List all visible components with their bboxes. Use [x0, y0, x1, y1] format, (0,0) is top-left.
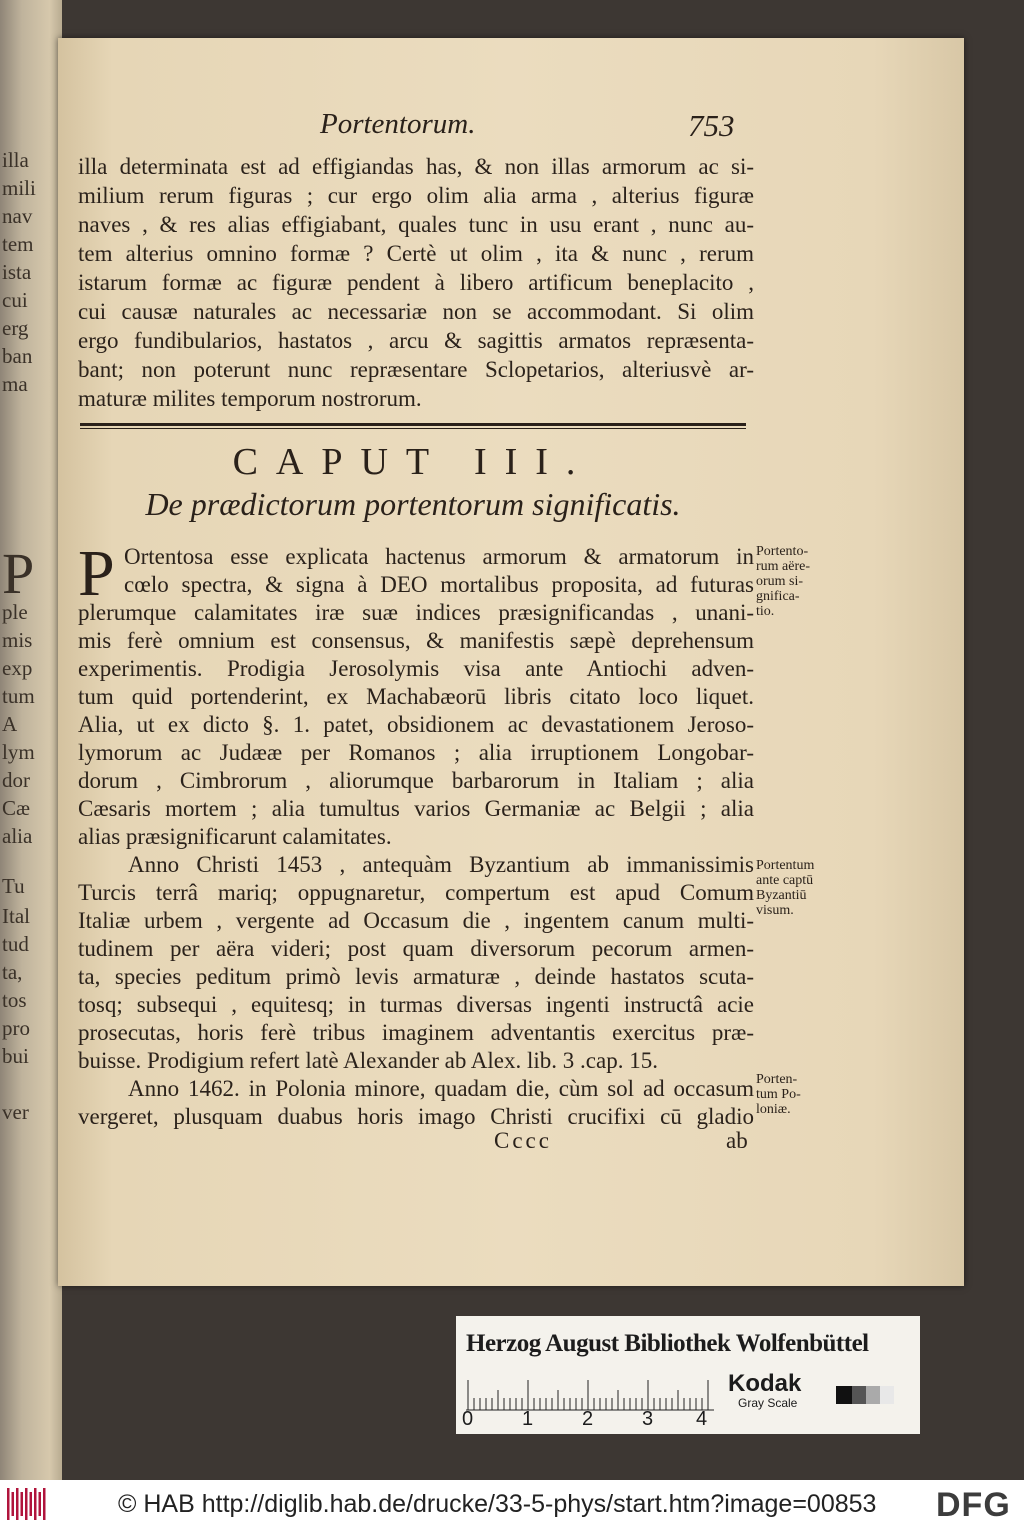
margin-note-line: rum aëre- [756, 559, 811, 574]
facing-fragment: A [2, 712, 18, 736]
margin-note [756, 1072, 856, 1117]
scale-number: 1 [522, 1408, 534, 1430]
text-line: illa determinata est ad effigiandas has, & non illas armorum ac si- [78, 154, 754, 179]
text-line: Anno Christi 1453 , antequàm Byzantium ab immanissimis [128, 852, 754, 877]
margin-note-line: visum. [756, 903, 794, 918]
facing-fragment: erg [2, 316, 29, 340]
scale-number: 2 [582, 1408, 594, 1430]
text-line: Italiæ urbem , vergente ad Occasum die , ingentem canum multi- [78, 908, 754, 933]
gray-swatch [880, 1386, 894, 1404]
chapter-subtitle: De prædictorum portentorum significatis. [145, 486, 681, 522]
margin-note-line: ante captū [756, 873, 814, 888]
facing-fragment: nav [2, 204, 33, 228]
text-line: cœlo spectra, & signa à DEO mortalibus proposita, ad futuras [124, 572, 754, 597]
facing-fragment: alia [2, 824, 33, 848]
facing-fragment: Ital [2, 904, 30, 928]
kodak-gray-scale-label: Gray Scale [738, 1396, 798, 1410]
facing-fragment: ver [2, 1100, 29, 1124]
text-line: experimentis. Prodigia Jerosolymis visa ante Antiochi adven- [78, 656, 754, 681]
text-line: tudinem per aëra videri; post quam diversorum pecorum armen- [78, 936, 754, 961]
logo-bar [43, 1488, 46, 1520]
facing-fragment: ple [2, 600, 28, 624]
facing-fragment: tos [2, 988, 27, 1012]
catchword: ab [726, 1128, 748, 1153]
library-name: Herzog August Bibliothek Wolfenbüttel [466, 1330, 869, 1357]
scale-number: 4 [696, 1408, 708, 1430]
text-line: istarum formæ ac figuræ pendent à libero artificum beneplacito , [78, 270, 754, 295]
facing-fragment: exp [2, 656, 33, 680]
section-rule [80, 423, 746, 426]
margin-note-line: Portento- [756, 544, 809, 559]
facing-fragment: bui [2, 1044, 29, 1068]
text-line: Ortentosa esse explicata hactenus armorum & armatorum in [124, 544, 754, 569]
facing-drop-cap: P [2, 541, 35, 606]
library-color-card [456, 1316, 920, 1434]
logo-bar [16, 1488, 19, 1520]
signature-mark: Cccc [494, 1128, 552, 1153]
text-line: buisse. Prodigium refert latè Alexander ab Alex. lib. 3 .cap. 15. [78, 1048, 658, 1073]
margin-note [756, 858, 856, 918]
drop-cap: P [78, 537, 115, 610]
facing-fragment: Cæ [2, 796, 31, 820]
logo-bar [34, 1488, 37, 1520]
text-line: vergeret, plusquam duabus horis imago Christi crucifixi cū gladio [78, 1104, 754, 1129]
scale-ruler [466, 1372, 714, 1412]
text-line: plerumque calamitates iræ suæ indices præsignificandas , unani- [78, 600, 754, 625]
text-line: milium rerum figuras ; cur ergo olim alia arma , alterius figuræ [78, 183, 754, 208]
text-line: tum quid portenderint, ex Machabæorū libris citato loco liquet. [78, 684, 754, 709]
facing-fragment: tud [2, 932, 29, 956]
section-rule [80, 428, 746, 429]
facing-fragment: mili [2, 176, 36, 200]
margin-note-line: Portentum [756, 858, 815, 873]
text-line: tem alterius omnino formæ ? Certè ut olim , ita & nunc , rerum [78, 241, 754, 266]
logo-bar [7, 1488, 10, 1520]
text-line: ta, species peditum primò levis armaturæ , deinde hastatos scuta- [78, 964, 754, 989]
margin-note-line: Byzantiū [756, 888, 807, 903]
text-line: Cæsaris mortem ; alia tumultus varios Germaniæ ac Belgii ; alia [78, 796, 754, 821]
footer-bar [0, 1480, 1024, 1529]
facing-fragment: ta, [2, 960, 23, 984]
text-line: Anno 1462. in Polonia minore, quadam die, cùm sol ad occasum [128, 1076, 754, 1101]
text-line: naves , & res alias effigiabant, quales tunc in usu erant , nunc au- [78, 212, 754, 237]
running-header: Portentorum. [320, 108, 476, 140]
gray-swatch [836, 1386, 852, 1404]
text-line: ergo fundibularios, hastatos , arcu & sagittis armatos repræsenta- [78, 328, 754, 353]
logo-bar [12, 1492, 15, 1516]
margin-note-line: loniæ. [756, 1102, 791, 1117]
facing-page-edge [0, 0, 62, 1480]
scale-number: 0 [462, 1408, 474, 1430]
scale-number: 3 [642, 1408, 654, 1430]
facing-fragment: dor [2, 768, 30, 792]
text-line: mis ferè omnium est consensus, & manifestis sæpè deprehensum [78, 628, 754, 653]
page-number: 753 [688, 108, 735, 143]
logo-bar [39, 1492, 42, 1516]
facing-fragment: pro [2, 1016, 30, 1040]
facing-fragment: illa [2, 148, 29, 172]
logo-bar [25, 1488, 28, 1520]
facing-fragment: tum [2, 684, 35, 708]
text-line: bant; non poterunt nunc repræsentare Sclopetarios, alteriusvè ar- [78, 357, 754, 382]
facing-fragment: Tu [2, 874, 25, 898]
facing-fragment: ista [2, 260, 32, 284]
text-line: Alia, ut ex dicto §. 1. patet, obsidionem ac devastationem Jeroso- [78, 712, 754, 737]
facing-fragment: ban [2, 344, 33, 368]
hab-barcode-logo-icon [6, 1488, 48, 1520]
margin-note-line: Porten- [756, 1072, 798, 1087]
facing-fragment: cui [2, 288, 28, 312]
facing-fragment: mis [2, 628, 33, 652]
margin-note-line: orum si- [756, 574, 804, 589]
text-line: prosecutas, horis ferè tribus imaginem adventantis exercitus præ- [78, 1020, 754, 1045]
facing-fragment: tem [2, 232, 34, 256]
text-line: tosq; subsequi , equitesq; in turmas diversas ingenti instructâ acie [78, 992, 754, 1017]
text-line: lymorum ac Judææ per Romanos ; alia irruptionem Longobar- [78, 740, 754, 765]
margin-note-line: gnifica- [756, 589, 800, 604]
facing-fragment: lym [2, 740, 35, 764]
gray-swatch [866, 1386, 880, 1404]
text-line: cui causæ naturales ac necessariæ non se accommodant. Si olim [78, 299, 754, 324]
gray-swatch [852, 1386, 866, 1404]
margin-note [756, 544, 856, 619]
logo-bar [30, 1492, 33, 1516]
text-line: dorum , Cimbrorum , aliorumque barbarorum in Italiam ; alia [78, 768, 754, 793]
facing-fragment: ma [2, 372, 28, 396]
margin-note-line: tio. [756, 604, 775, 619]
text-line: Turcis terrâ mariq; oppugnaretur, compertum est apud Comum [78, 880, 754, 905]
text-line: maturæ milites temporum nostrorum. [78, 386, 422, 411]
source-url[interactable]: © HAB http://diglib.hab.de/drucke/33-5-phys/start.htm?image=00853 [118, 1490, 877, 1518]
chapter-heading: CAPUT III. [232, 441, 594, 483]
text-line: alias præsignificarunt calamitates. [78, 824, 392, 849]
kodak-logo: Kodak [728, 1370, 802, 1397]
logo-bar [21, 1492, 24, 1516]
margin-note-line: tum Po- [756, 1087, 801, 1102]
dfg-logo: DFG [936, 1486, 1011, 1524]
